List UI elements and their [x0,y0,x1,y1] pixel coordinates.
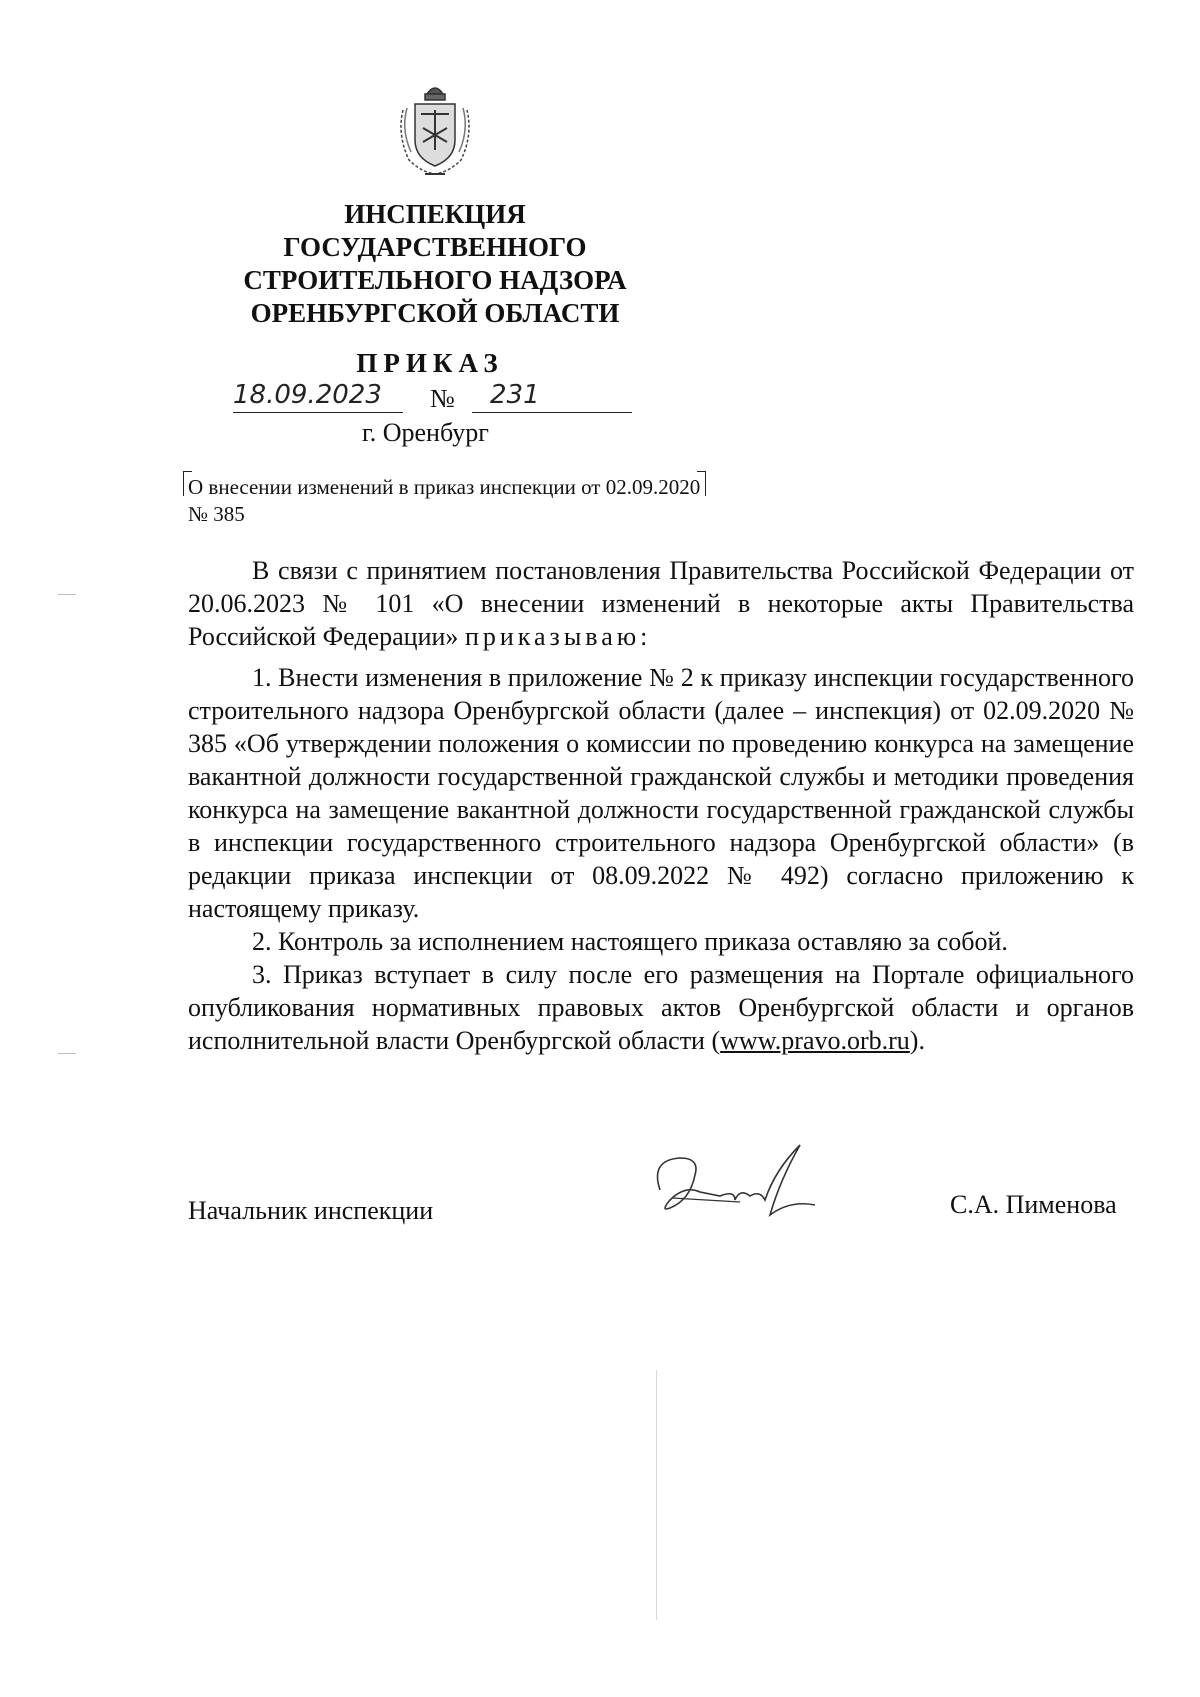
handwritten-signature [640,1130,840,1240]
org-line-3: СТРОИТЕЛЬНОГО НАДЗОРА [243,265,627,295]
scan-mark [58,594,76,595]
document-type: ПРИКАЗ [356,348,504,378]
order-body [188,554,1134,1065]
scan-artifact [656,1370,657,1620]
number-sign: № [430,384,455,413]
scan-mark [58,1053,76,1054]
preamble-paragraph [188,554,1134,653]
preamble: В связи с принятием постановления Правительства Российской Федерации от 20.06.2023 № 101 «О внесении изменений в некоторые акты Правительства Российской Федерации» [188,556,1134,651]
item-1: 1. Внести изменения в приложение № 2 к приказу инспекции государственного строительного надзора Оренбургской области (далее – инспекция) от 02.09.2020 № 385 «Об утверждении положения о комиссии по проведению конкурса на замещение вакантной должности государственной гражданской службы и методики проведения конкурса на замещение вакантной должности государственной гражданской службы в инспекции государственного строительного надзора Оренбургской области» (в редакции приказа инспекции от 08.09.2022 № 492) согласно приложению к настоящему приказу. [188,663,1134,923]
item-3: 3. Приказ вступает в силу после его размещения на Портале официального опубликования нормативных правовых актов Оренбургской области и органов исполнительной власти Оренбургской области (www.pravo.orb.ru). [188,960,1134,1055]
coat-of-arms-icon [395,80,475,180]
order-subject: О внесении изменений в приказ инспекции от 02.09.2020 № 385 [188,475,701,526]
order-number: 231 [490,380,540,410]
signatory-position: Начальник инспекции [188,1196,434,1225]
order-number-field [472,382,632,413]
order-date-field [233,382,403,413]
city: г. Оренбург [362,418,489,447]
order-word: приказываю: [464,622,652,651]
organization-name [200,198,670,330]
item-2: 2. Контроль за исполнением настоящего приказа оставляю за собой. [252,927,1008,956]
org-line-1: ИНСПЕКЦИЯ [344,199,526,229]
org-line-4: ОРЕНБУРГСКОЙ ОБЛАСТИ [250,298,620,328]
item-3-text: 3. Приказ вступает в силу после его размещения на Портале официального опубликования нормативных правовых актов Оренбургской области и органов исполнительной власти Оренбургской области [188,960,1134,1055]
order-date: 18.09.2023 [233,380,382,410]
portal-link[interactable]: www.pravo.orb.ru [720,1026,910,1055]
org-line-2: ГОСУДАРСТВЕННОГО [283,232,587,262]
signatory-name: С.А. Пименова [950,1190,1117,1219]
